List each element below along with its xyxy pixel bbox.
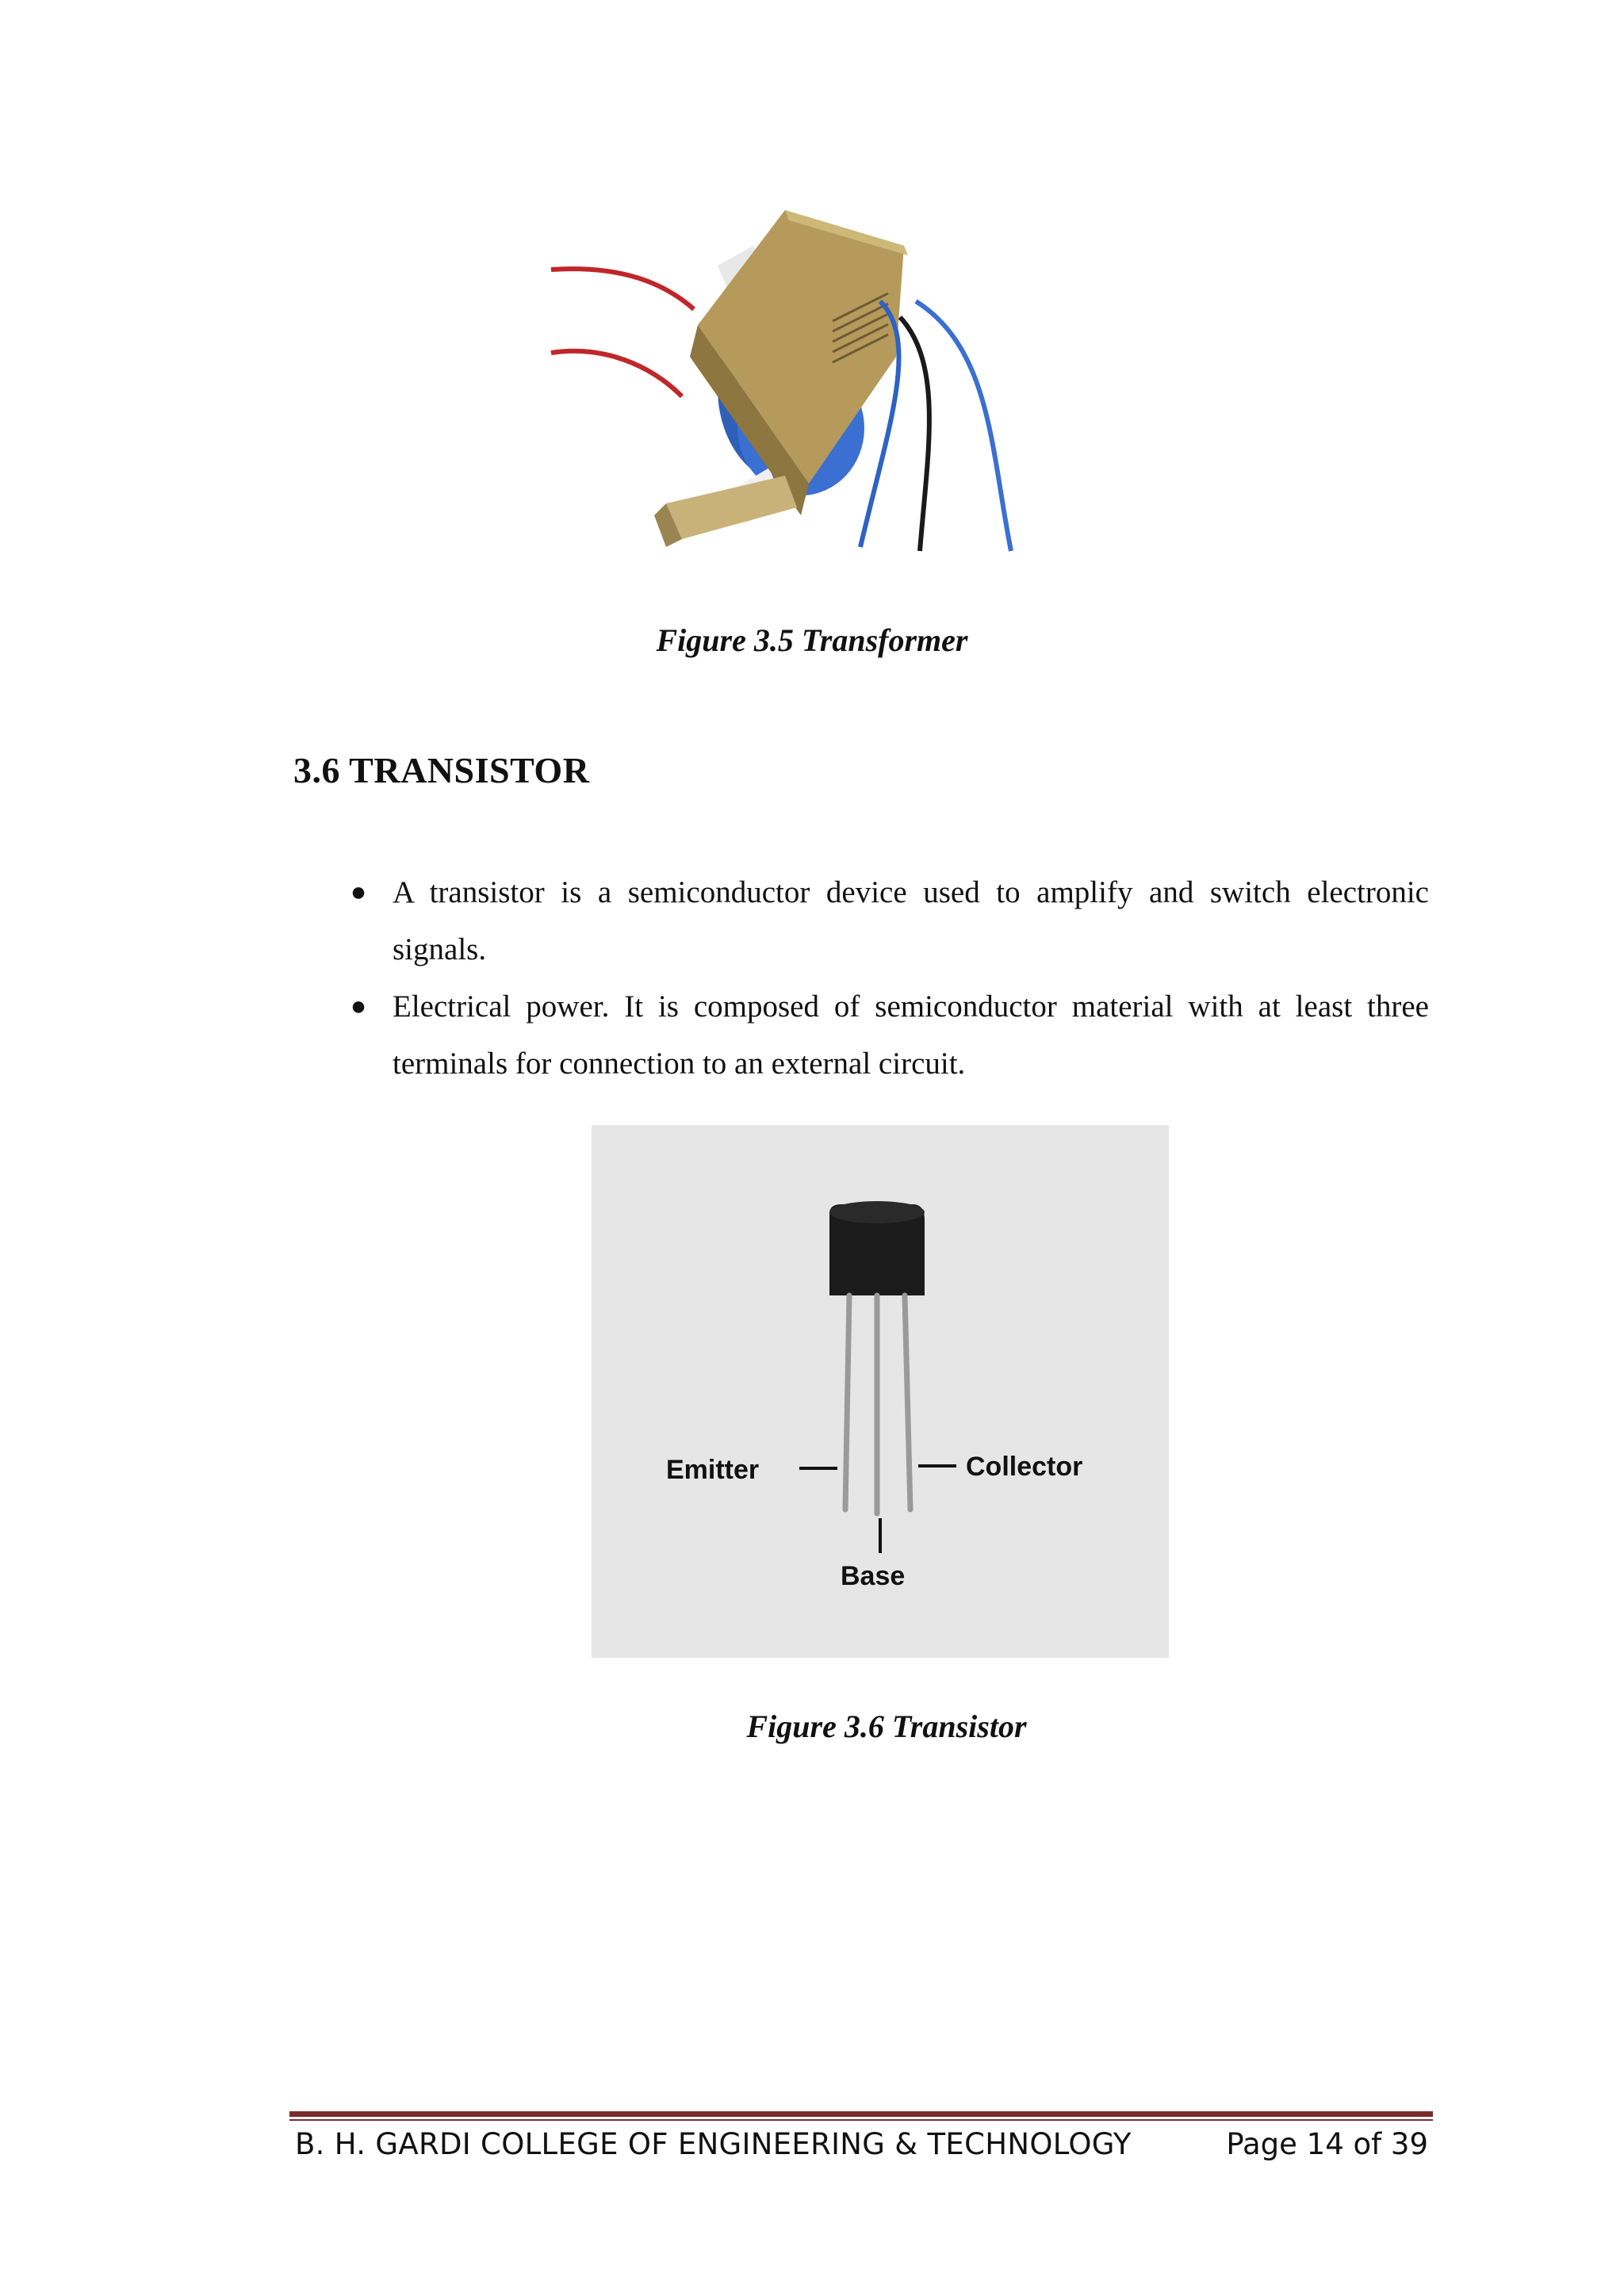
list-item-text: A transistor is a semiconductor device used to amplify and switch electronic signals. (393, 875, 1429, 966)
collector-label: Collector (966, 1452, 1083, 1482)
bullet-icon: ● (350, 878, 367, 907)
list-item (293, 978, 1429, 1093)
footer-rule (289, 2119, 1433, 2121)
bullet-icon: ● (350, 992, 367, 1021)
footer-page-number: Page 14 of 39 (1226, 2127, 1428, 2161)
transformer-image (547, 190, 1039, 555)
section-heading: 3.6 TRANSISTOR (293, 750, 590, 790)
base-label: Base (841, 1561, 906, 1591)
figure-caption: Figure 3.6 Transistor (746, 1709, 1027, 1744)
list-item-text: Electrical power. It is composed of semiconductor material with at least three terminals for connection to an external circuit. (393, 989, 1429, 1081)
emitter-label: Emitter (666, 1455, 760, 1485)
footer-rule (289, 2111, 1433, 2117)
bullet-list (293, 864, 1429, 1093)
footer-institution: B. H. GARDI COLLEGE OF ENGINEERING & TECHNOLOGY (295, 2127, 1132, 2161)
figure-caption: Figure 3.5 Transformer (656, 622, 968, 658)
transistor-image (592, 1125, 1169, 1658)
list-item (293, 864, 1429, 978)
